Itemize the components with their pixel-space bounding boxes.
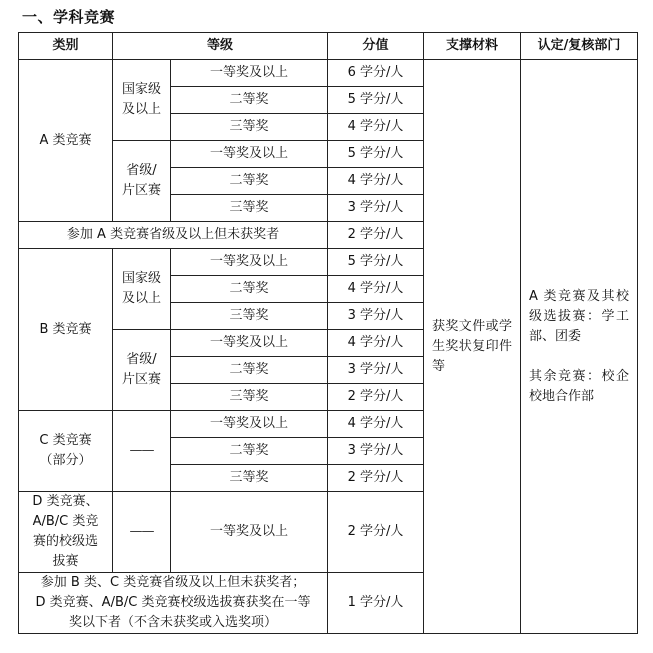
materials-cell — [424, 60, 521, 634]
award-first: 一等奖及以上 — [171, 249, 328, 276]
table-row — [19, 60, 638, 87]
section-title: 一、学科竞赛 — [22, 8, 116, 26]
score-cell: 4 学分/人 — [328, 114, 424, 141]
competition-credit-table — [18, 32, 638, 634]
last-row-text: 参加 B 类、C 类竞赛省级及以上但未获奖者； D 类竞赛、A/B/C 类竞赛校级选拔赛获奖在一等 奖以下者（不含未获奖或入选奖项） — [19, 573, 328, 634]
score-cell: 1 学分/人 — [328, 573, 424, 634]
dept-cell — [521, 60, 638, 634]
score-cell: 2 学分/人 — [328, 492, 424, 573]
score-cell: 3 学分/人 — [328, 195, 424, 222]
level-dash: —— — [113, 492, 171, 573]
award-third: 三等奖 — [171, 384, 328, 411]
level-national: 国家级 及以上 — [113, 60, 171, 141]
score-cell: 6 学分/人 — [328, 60, 424, 87]
score-cell: 4 学分/人 — [328, 276, 424, 303]
score-cell: 4 学分/人 — [328, 411, 424, 438]
score-cell: 3 学分/人 — [328, 303, 424, 330]
award-third: 三等奖 — [171, 114, 328, 141]
score-cell: 2 学分/人 — [328, 222, 424, 249]
score-cell: 4 学分/人 — [328, 168, 424, 195]
award-second: 二等奖 — [171, 87, 328, 114]
award-first: 一等奖及以上 — [171, 411, 328, 438]
award-third: 三等奖 — [171, 195, 328, 222]
header-row — [19, 33, 638, 60]
header-category: 类别 — [19, 33, 113, 60]
award-first: 一等奖及以上 — [171, 141, 328, 168]
award-first: 一等奖及以上 — [171, 330, 328, 357]
a-noaward-text: 参加 A 类竞赛省级及以上但未获奖者 — [19, 222, 328, 249]
score-cell: 5 学分/人 — [328, 249, 424, 276]
score-cell: 2 学分/人 — [328, 384, 424, 411]
score-cell: 3 学分/人 — [328, 438, 424, 465]
score-cell: 5 学分/人 — [328, 141, 424, 168]
header-score: 分值 — [328, 33, 424, 60]
level-provincial: 省级/ 片区赛 — [113, 330, 171, 411]
award-first: 一等奖及以上 — [171, 60, 328, 87]
level-national: 国家级 及以上 — [113, 249, 171, 330]
score-cell: 4 学分/人 — [328, 330, 424, 357]
award-first: 一等奖及以上 — [171, 492, 328, 573]
header-level: 等级 — [113, 33, 328, 60]
header-materials: 支撑材料 — [424, 33, 521, 60]
category-d: D 类竞赛、 A/B/C 类竞 赛的校级选 拔赛 — [19, 492, 113, 573]
award-third: 三等奖 — [171, 303, 328, 330]
header-dept: 认定/复核部门 — [521, 33, 638, 60]
materials-text: 获奖文件或学生奖状复印件等 — [432, 318, 513, 374]
dept-text-1: A 类竞赛及其校级选拔赛：学工部、团委 — [529, 288, 630, 344]
award-third: 三等奖 — [171, 465, 328, 492]
level-dash: —— — [113, 411, 171, 492]
dept-text-2: 其余竞赛：校企校地合作部 — [529, 368, 630, 404]
score-cell: 2 学分/人 — [328, 465, 424, 492]
level-provincial: 省级/ 片区赛 — [113, 141, 171, 222]
category-b: B 类竞赛 — [19, 249, 113, 411]
score-cell: 3 学分/人 — [328, 357, 424, 384]
award-second: 二等奖 — [171, 357, 328, 384]
award-second: 二等奖 — [171, 438, 328, 465]
category-c: C 类竞赛 （部分） — [19, 411, 113, 492]
award-second: 二等奖 — [171, 168, 328, 195]
award-second: 二等奖 — [171, 276, 328, 303]
category-a: A 类竞赛 — [19, 60, 113, 222]
score-cell: 5 学分/人 — [328, 87, 424, 114]
